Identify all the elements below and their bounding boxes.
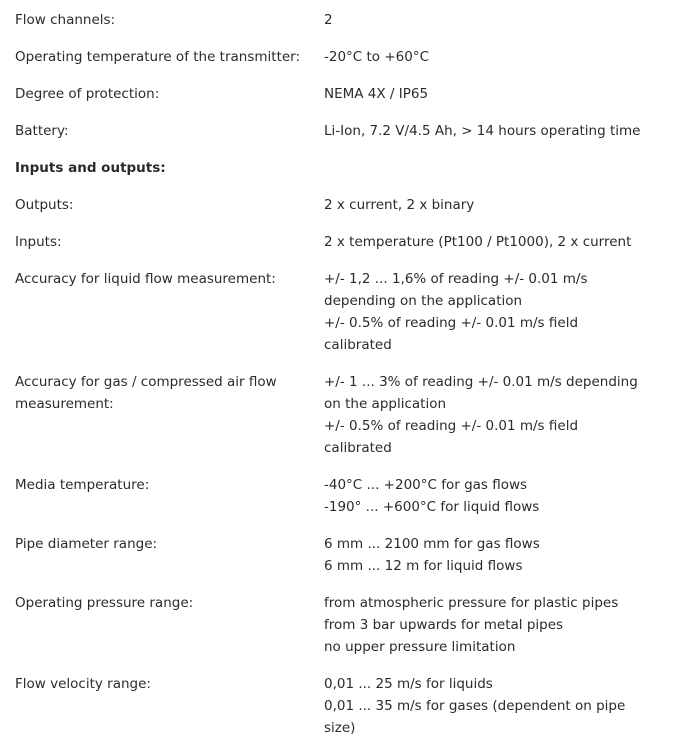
spec-row-inputs [0, 231, 690, 268]
spec-value: 0,01 ... 25 m/s for liquids 0,01 ... 35 m/s for gases (dependent on pipe size) [324, 676, 626, 736]
spec-label: Degree of protection: [15, 86, 160, 102]
spec-label: Battery: [15, 123, 69, 139]
spec-row-accuracy-gas [0, 371, 690, 474]
spec-row-flow-channels [0, 9, 690, 46]
spec-label: Outputs: [15, 197, 74, 213]
spec-value: 2 [324, 12, 333, 28]
spec-label: Operating temperature of the transmitter: [15, 49, 301, 65]
spec-row-operating-temperature [0, 46, 690, 83]
spec-row-operating-pressure [0, 592, 690, 673]
spec-row-accuracy-liquid [0, 268, 690, 371]
spec-label: Accuracy for gas / compressed air flow measurement: [15, 374, 277, 412]
spec-row-flow-velocity [0, 673, 690, 754]
section-heading: Inputs and outputs: [15, 160, 166, 176]
spec-value: 2 x current, 2 x binary [324, 197, 475, 213]
spec-value: 6 mm ... 2100 mm for gas flows 6 mm ... 12 m for liquid flows [324, 536, 540, 574]
spec-value: Li-Ion, 7.2 V/4.5 Ah, > 14 hours operating time [324, 123, 641, 139]
spec-label: Accuracy for liquid flow measurement: [15, 271, 276, 287]
spec-label: Flow velocity range: [15, 676, 151, 692]
spec-row-battery [0, 120, 690, 157]
spec-label: Media temperature: [15, 477, 150, 493]
spec-section-inputs-outputs [0, 157, 690, 194]
spec-value: +/- 1 ... 3% of reading +/- 0.01 m/s depending on the application +/- 0.5% of reading +/- 0.01 m/s field calibrated [324, 374, 638, 456]
spec-row-media-temperature [0, 474, 690, 533]
spec-row-degree-of-protection [0, 83, 690, 120]
spec-value: +/- 1,2 ... 1,6% of reading +/- 0.01 m/s depending on the application +/- 0.5% of reading +/- 0.01 m/s field calibrated [324, 271, 588, 353]
spec-label: Operating pressure range: [15, 595, 194, 611]
spec-value: from atmospheric pressure for plastic pipes from 3 bar upwards for metal pipes no upper pressure limitation [324, 595, 619, 655]
spec-value: NEMA 4X / IP65 [324, 86, 429, 102]
spec-row-outputs [0, 194, 690, 231]
spec-value: -40°C ... +200°C for gas flows -190° ... +600°C for liquid flows [324, 477, 540, 515]
spec-value: -20°C to +60°C [324, 49, 430, 65]
spec-label: Inputs: [15, 234, 62, 250]
spec-label: Pipe diameter range: [15, 536, 158, 552]
spec-row-pipe-diameter [0, 533, 690, 592]
spec-label: Flow channels: [15, 12, 116, 28]
spec-value: 2 x temperature (Pt100 / Pt1000), 2 x current [324, 234, 632, 250]
